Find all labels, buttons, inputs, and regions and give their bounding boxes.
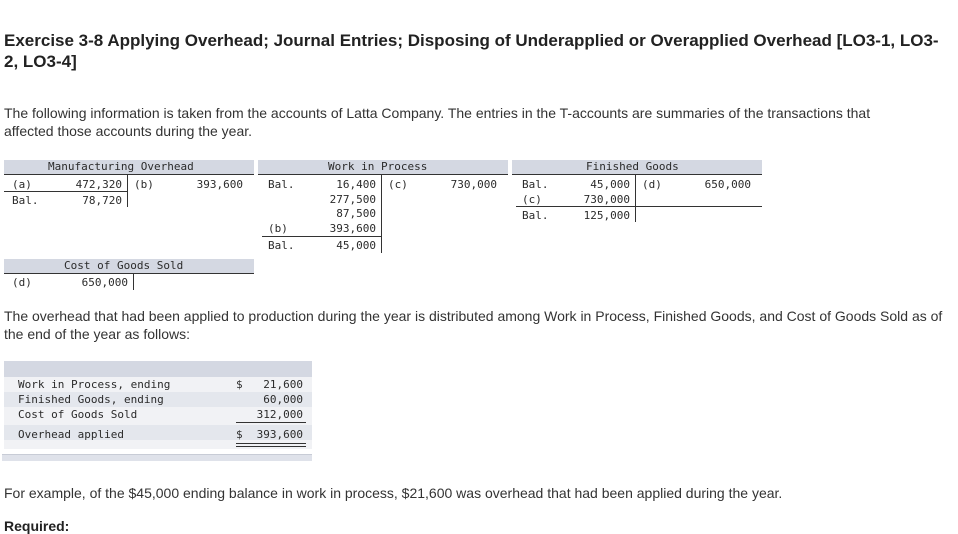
mo-left-label-0: (a)	[12, 178, 32, 191]
allocation-currency-0: $	[236, 378, 243, 391]
wip-left-value-3: 393,600	[329, 222, 376, 235]
required-heading: Required:	[4, 518, 70, 534]
wip-left-value-4: 45,000	[336, 239, 376, 252]
allocation-label-0: Work in Process, ending	[18, 378, 171, 391]
wip-right-value-0: 730,000	[450, 178, 497, 191]
intro-paragraph: The following information is taken from the accounts of Latta Company. The entries in the T-accounts are summaries of the transactions that affected those accounts during the year.	[4, 105, 871, 139]
allocation-value-0: 21,600	[263, 378, 303, 391]
allocation-value-2: 312,000	[256, 408, 303, 421]
fg-left-value-1: 730,000	[583, 193, 630, 206]
t-account-divider	[635, 175, 636, 222]
wip-left-value-1: 277,500	[329, 193, 376, 206]
cogs-left-label-0: (d)	[12, 276, 32, 289]
t-account-header	[512, 160, 762, 175]
allocation-label-2: Cost of Goods Sold	[18, 408, 138, 421]
fg-left-label-1: (c)	[522, 193, 542, 206]
wip-left-label-3: (b)	[268, 222, 288, 235]
allocation-subtotal-rule	[236, 422, 306, 423]
allocation-currency-3: $	[236, 428, 243, 441]
distribution-paragraph: The overhead that had been applied to production during the year is distributed among Work in Process, Finished Goods, and Cost of Goods Sold as of the end of the year as follows:	[4, 308, 943, 342]
example-paragraph: For example, of the $45,000 ending balance in work in process, $21,600 was overhead that had been applied during the year.	[4, 485, 783, 501]
t-account-header	[258, 160, 508, 175]
cogs-left-value-0: 650,000	[81, 276, 128, 289]
t-account-title: Work in Process	[328, 160, 428, 173]
t-account-rule	[516, 206, 762, 207]
allocation-label-1: Finished Goods, ending	[18, 393, 164, 406]
wip-left-value-0: 16,400	[336, 178, 376, 191]
t-account-divider	[133, 274, 134, 290]
t-account-rule	[262, 236, 382, 237]
mo-right-label-0: (b)	[134, 178, 154, 191]
wip-left-value-2: 87,500	[336, 207, 376, 220]
t-account-header	[4, 259, 254, 274]
wip-left-label-0: Bal.	[268, 178, 295, 191]
allocation-total-rule-bottom	[236, 446, 306, 447]
fg-left-label-2: Bal.	[522, 209, 549, 222]
fg-left-value-0: 45,000	[590, 178, 630, 191]
allocation-label-3: Overhead applied	[18, 428, 124, 441]
wip-right-label-0: (c)	[388, 178, 408, 191]
t-account-header	[4, 160, 254, 175]
fg-left-label-0: Bal.	[522, 178, 549, 191]
t-account-rule	[4, 191, 128, 192]
allocation-value-1: 60,000	[263, 393, 303, 406]
t-account-title: Cost of Goods Sold	[64, 259, 184, 272]
t-account-title: Manufacturing Overhead	[48, 160, 194, 173]
fg-right-label-0: (d)	[642, 178, 662, 191]
mo-left-label-1: Bal.	[12, 194, 39, 207]
exercise-title: Exercise 3-8 Applying Overhead; Journal Entries; Disposing of Underapplied or Overapplied Overhead [LO3-1, LO3-2, LO3-4]	[4, 31, 939, 71]
allocation-total-rule-top	[236, 443, 306, 444]
mo-left-value-1: 78,720	[82, 194, 122, 207]
t-account-divider	[381, 175, 382, 253]
allocation-value-3: 393,600	[256, 428, 303, 441]
horizontal-scrollbar[interactable]	[2, 454, 312, 461]
mo-right-value-0: 393,600	[196, 178, 243, 191]
t-account-title: Finished Goods	[586, 160, 679, 173]
fg-right-value-0: 650,000	[704, 178, 751, 191]
allocation-table-header	[4, 361, 312, 377]
wip-left-label-4: Bal.	[268, 239, 295, 252]
mo-left-value-0: 472,320	[75, 178, 122, 191]
fg-left-value-2: 125,000	[583, 209, 630, 222]
